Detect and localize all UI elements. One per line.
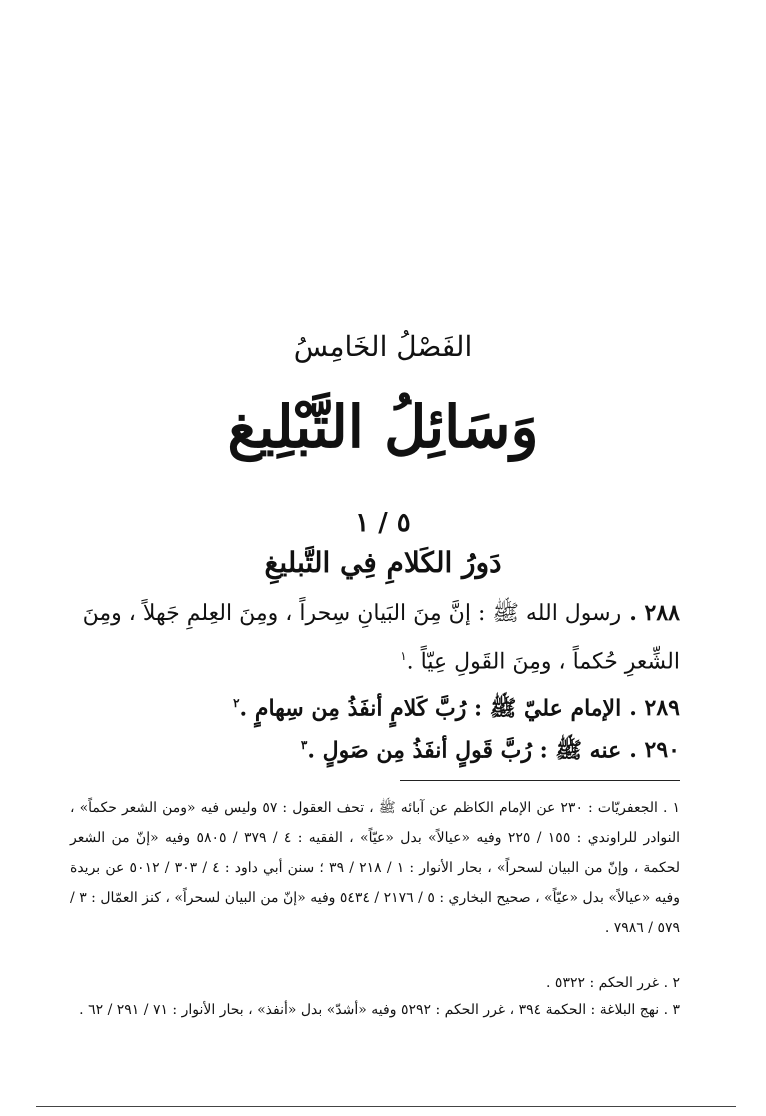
section-title: دَورُ الكَلامِ فِي التَّبليغِ — [264, 546, 502, 579]
hadith-number: ٢٨٨ . — [629, 600, 680, 626]
hadith-288 — [80, 592, 680, 683]
hadith-text: عنه ﷺ : رُبَّ قَولٍ أنفَذُ مِن صَولٍ . — [307, 737, 622, 764]
hadith-number: ٢٨٩ . — [629, 695, 680, 722]
section-number: ٥ / ١ — [355, 508, 411, 538]
hadith-289 — [80, 682, 680, 729]
footnote-divider — [400, 780, 680, 781]
footnote-ref[interactable]: ١ — [400, 649, 407, 663]
hadith-text: الإمام عليّ ﷺ : رُبَّ كَلامٍ أنفَذُ مِن سِهامٍ . — [239, 695, 622, 722]
footnote-3: ٣ . نهج البلاغة : الحكمة ٣٩٤ ، غرر الحكم : ٥٢٩٢ وفيه «أشدّ» بدل «أنفذ» ، بحار الأنوار : ٧١ / ٢٩١ / ٦٢ . — [79, 1002, 680, 1018]
hadith-text: رسول الله ﷺ : إنَّ مِنَ البَيانِ سِحراً ، ومِنَ العِلمِ جَهلاً ، ومِنَ الشِّعرِ حُكماً ، ومِنَ القَولِ عِيّاً . — [82, 601, 680, 675]
footnote-1: ١ . الجعفريّات : ٢٣٠ عن الإمام الكاظم عن آبائه ﷺ ، تحف العقول : ٥٧ وليس فيه «ومن الشعر حكماً» ، النوادر للراوندي : ١٥٥ / ٢٢٥ وفيه «عيالاً» بدل «عيّاً» ، الفقيه : ٤ / ٣٧٩ / ٥٨٠٥ وفيه «إنّ من الشعر لحكمة ، وإنّ من البيان لسحراً» ، بحار الأنوار : ١ / ٢١٨ / ٣٩ ؛ سنن أبي داود : ٤ / ٣٠٣ / ٥٠١٢ عن بريدة وفيه «عيالاً» بدل «عيّاً» ، صحيح البخاري : ٥ / ٢١٧٦ / ٥٤٣٤ وفيه «إنّ من البيان لسحراً» ، كنز العمّال : ٣ / ٥٧٩ / ٧٩٨٦ . — [70, 800, 681, 936]
footnote-ref[interactable]: ٣ — [300, 738, 308, 752]
footnote-ref[interactable]: ٢ — [233, 696, 240, 710]
page-bottom-divider — [36, 1106, 736, 1107]
chapter-label: الفَصْلُ الخَامِسُ — [293, 330, 473, 363]
hadith-290 — [80, 724, 680, 771]
chapter-title: وَسَائِلُ التَّبْلِيغ — [227, 393, 539, 461]
footnote-2: ٢ . غرر الحكم : ٥٣٢٢ . — [546, 975, 680, 991]
hadith-number: ٢٩٠ . — [629, 737, 680, 764]
